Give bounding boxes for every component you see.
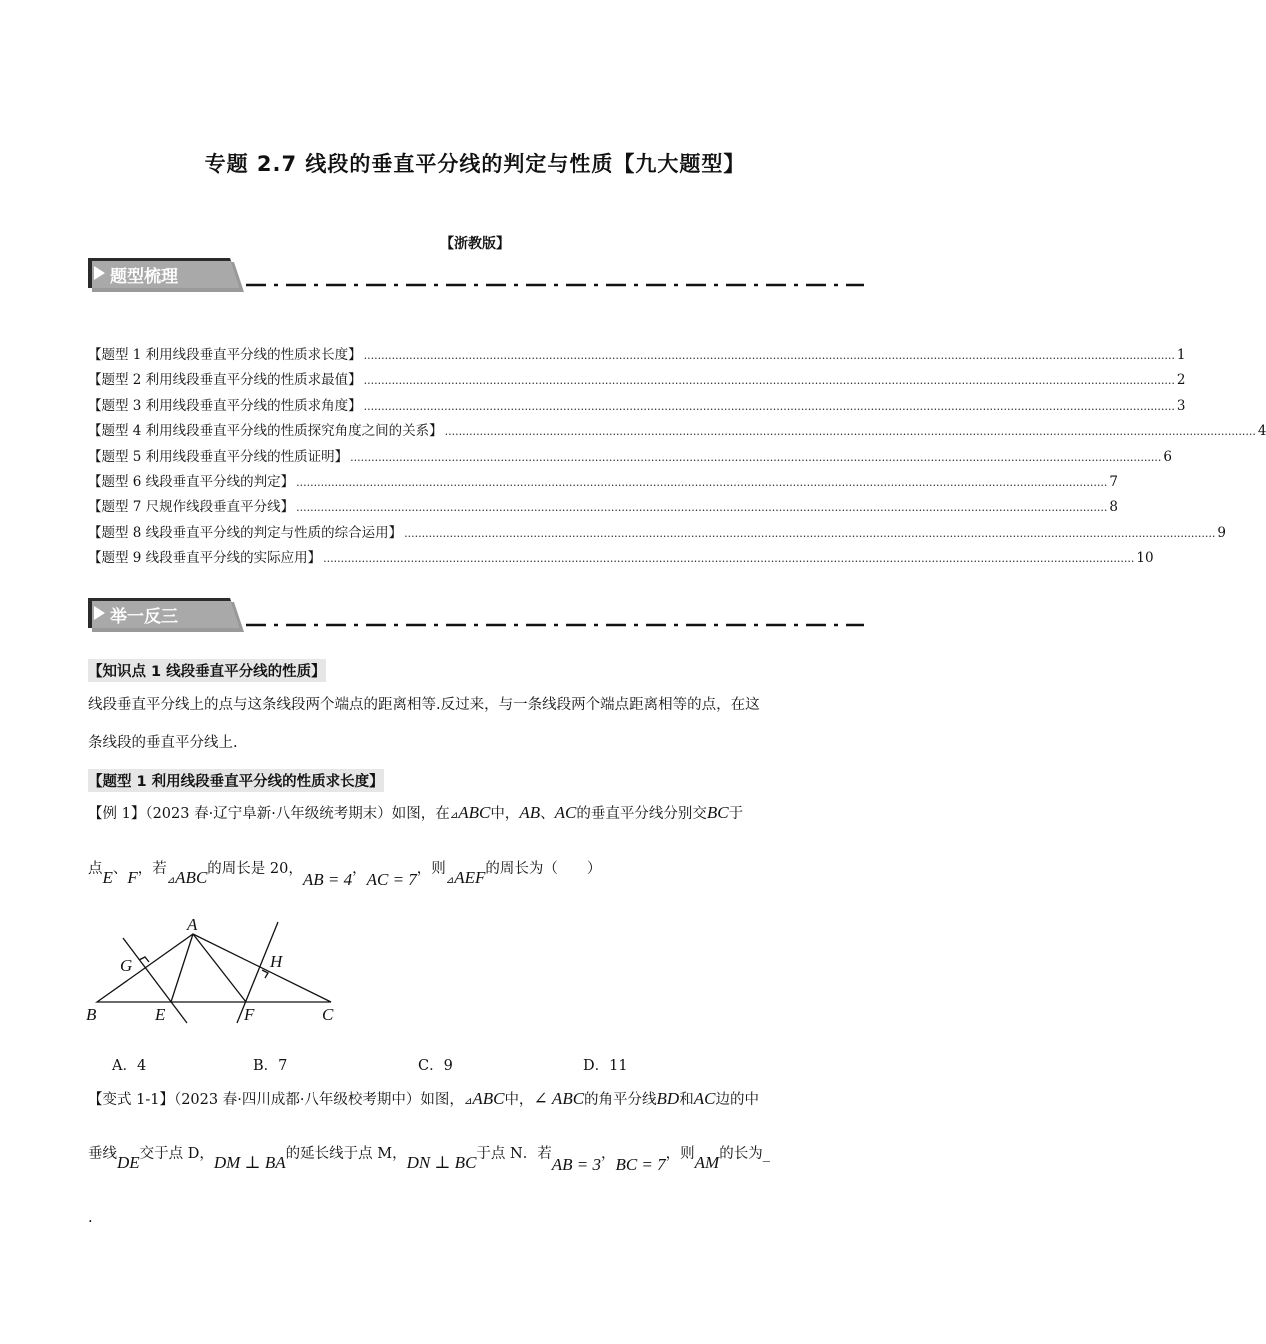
toc-banner	[88, 258, 864, 292]
segment-ae	[171, 934, 193, 1002]
option-c[interactable]: C．9	[418, 1058, 453, 1074]
segment-af	[193, 934, 246, 1002]
label-c: C	[322, 1005, 334, 1024]
toc-row[interactable]: 【题型 4 利用线段垂直平分线的性质探究角度之间的关系】 ........................................................................................................................................................................................................................................ 4	[88, 423, 1266, 440]
banner-label: 题型梳理	[110, 267, 178, 287]
toc-row[interactable]: 【题型 2 利用线段垂直平分线的性质求最值】 ........................................................................................................................................................................................................................................ 2	[88, 372, 1186, 389]
banner-label: 举一反三	[110, 607, 178, 627]
option-a[interactable]: A．4	[112, 1058, 147, 1074]
dash-dot-rule	[246, 623, 864, 627]
toc-row[interactable]: 【题型 8 线段垂直平分线的判定与性质的综合运用】 ........................................................................................................................................................................................................................................ 9	[88, 524, 1226, 541]
play-icon	[94, 606, 105, 620]
edition-label: 【浙教版】	[440, 236, 510, 252]
practice-banner	[88, 598, 864, 632]
toc-row[interactable]: 【题型 7 尺规作线段垂直平分线】 ........................................................................................................................................................................................................................................ 8	[88, 499, 1118, 516]
toc-row[interactable]: 【题型 9 线段垂直平分线的实际应用】 ........................................................................................................................................................................................................................................ 10	[88, 550, 1154, 567]
knowledge-heading: 【知识点 1 线段垂直平分线的性质】	[88, 659, 326, 682]
page-title: 专题 2.7 线段的垂直平分线的判定与性质【九大题型】	[204, 152, 746, 176]
label-a: A	[187, 915, 198, 934]
example1-line-1: 【例 1】（2023 春·辽宁阜新·八年级统考期末）如图，在⊿ABC中，AB、AC的垂直平分线分别交BC于	[88, 803, 744, 822]
knowledge-line-2: 条线段的垂直平分线上.	[88, 735, 238, 751]
type1-heading: 【题型 1 利用线段垂直平分线的性质求长度】	[88, 769, 384, 792]
triangle-figure	[80, 910, 350, 1030]
label-h: H	[270, 952, 283, 971]
toc-row[interactable]: 【题型 1 利用线段垂直平分线的性质求长度】 ........................................................................................................................................................................................................................................ 1	[88, 347, 1186, 363]
variant1-line-2: 垂线DE交于点 D，DM ⊥ BA的延长线于点 M，DN ⊥ BC于点 N．若AB = 3，BC = 7，则AM的长为_	[88, 1146, 770, 1174]
label-f: F	[244, 1005, 255, 1024]
table-of-contents	[88, 343, 1266, 572]
example1-line-2: 点E、F，若$_⊿$ABC的周长是 20，AB = 4，AC = 7，则$_⊿$AEF的周长为（ ）	[88, 861, 602, 889]
variant1-tail: .	[88, 1210, 93, 1226]
label-e: E	[155, 1005, 166, 1024]
variant1-line-1: 【变式 1-1】（2023 春·四川成都·八年级校考期中）如图，⊿ABC中，∠ ABC的角平分线BD和AC边的中	[88, 1089, 759, 1108]
dash-dot-rule	[246, 283, 864, 287]
option-b[interactable]: B．7	[253, 1058, 288, 1074]
play-icon	[94, 266, 105, 280]
toc-row[interactable]: 【题型 5 利用线段垂直平分线的性质证明】 ........................................................................................................................................................................................................................................ 6	[88, 448, 1172, 465]
toc-row[interactable]: 【题型 6 线段垂直平分线的判定】 ........................................................................................................................................................................................................................................ 7	[88, 473, 1118, 490]
label-b: B	[86, 1005, 97, 1024]
knowledge-line-1: 线段垂直平分线上的点与这条线段两个端点的距离相等.反过来，与一条线段两个端点距离相等的点，在这	[88, 697, 760, 713]
answer-blank[interactable]: _	[762, 1146, 770, 1162]
label-g: G	[120, 956, 133, 975]
option-d[interactable]: D．11	[583, 1058, 628, 1074]
toc-row[interactable]: 【题型 3 利用线段垂直平分线的性质求角度】 ........................................................................................................................................................................................................................................ 3	[88, 397, 1186, 414]
